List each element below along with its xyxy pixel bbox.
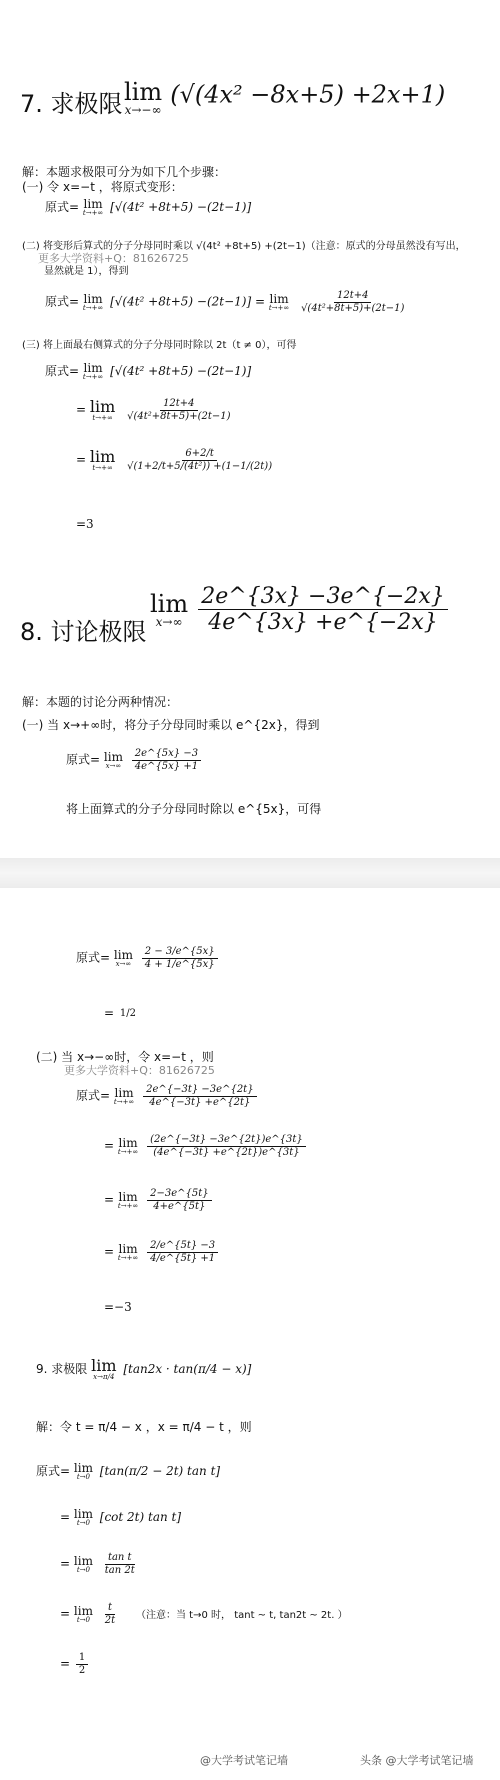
p7-step-2: (二) 将变形后算式的分子分母同时乘以 √(4t² +8t+5) +(2t−1)（注意：原式的分母虽然没有写出， — [22, 241, 466, 252]
p8-case-2: (二) 当 x→−∞时，令 x=−t ，则 — [36, 1050, 214, 1064]
document-page-2 — [0, 888, 500, 1780]
p8-c2-equation-4: = lim t→+∞ $\frac{2/e\^{}\{5t\} -3}{4/e\^{}\{5t\} +1}$ — [104, 1240, 220, 1264]
footer-watermark-right: 头条 @大学考试笔记墙 — [360, 1754, 474, 1767]
problem-8-title: 8. 讨论极限 — [20, 618, 147, 646]
watermark: 更多大学资料+Q：81626725 — [38, 252, 189, 265]
p9-solution: 解：令 t = π/4 − x ，x = π/4 − t ，则 — [36, 1420, 252, 1434]
p8-case-1: (一) 当 x→+∞时，将分子分母同时乘以 e^{2x}，得到 — [22, 718, 320, 732]
p7-step-3: (三) 将上面最右侧算式的分子分母同时除以 2t（t ≠ 0），可得 — [22, 340, 297, 351]
p8-solution-intro: 解：本题的讨论分两种情况： — [22, 695, 179, 709]
problem-7-limit: lim x→−∞ (√(4x² −8x+5) +2x+1) — [124, 78, 446, 117]
p7-step-2-cont: 显然就是 1），得到 — [44, 266, 129, 277]
p7-equation-3a: 原式= lim t→+∞ [√(4t² +8t+5) −(2t−1)] — [45, 361, 252, 381]
p9-equation-4: = lim t→0 $\frac{t}{2t}$ （注意：当 t→0 时， tant ~ t, tan2t ~ 2t. ） — [60, 1602, 348, 1626]
problem-9-title: 9. 求极限 lim x→π/4 [tan2x · tan(π/4 − x)] — [36, 1356, 252, 1381]
p9-equation-3: = lim t→0 $\frac{\text{tan t}}{\tan 2t}$ — [60, 1552, 135, 1576]
p9-result: = $\frac{1}{2}$ — [60, 1652, 90, 1676]
p7-equation-1: 原式= lim t→+∞ [√(4t² +8t+5) −(2t−1)] — [45, 197, 252, 217]
p8-equation-1: 原式= lim x→∞ $\frac{2e\^{}\{5x\} -3}{4e\^{}\{5x\} +1}$ — [66, 748, 203, 772]
page-separator — [0, 858, 500, 888]
problem-8-limit: lim x→∞ $\frac{2e\^{}\{3x\} -3e\^{}\{-2x\}}{4e\^{}\{3x\} +e\^{}\{-2x\}}$ — [150, 584, 450, 636]
p8-equation-2: 原式= lim x→∞ $\frac{2 - 3/e\^{}\{5x\}}{4 + 1/e\^{}\{5x\}}$ — [76, 946, 220, 970]
document-page-1 — [0, 0, 500, 858]
problem-7-title: 7. 求极限 — [20, 90, 123, 118]
p8-c2-equation-3: = lim t→+∞ $\frac{2-3e\^{}\{5t\}}{4+e\^{}\{5t\}}$ — [104, 1188, 214, 1212]
p8-step: 将上面算式的分子分母同时除以 e^{5x}，可得 — [66, 802, 322, 816]
p7-result: =3 — [76, 517, 94, 531]
p9-equation-1: 原式= lim t→0 [tan(π/2 − 2t) tan t] — [36, 1461, 221, 1481]
watermark-2: 更多大学资料+Q：81626725 — [64, 1064, 215, 1077]
p8-c2-equation-1: 原式= lim t→+∞ $\frac{2e\^{}\{-3t\} -3e\^{}\{2t\}}{4e\^{}\{-3t\} +e\^{}\{2t\}}$ — [76, 1084, 259, 1108]
p7-equation-3c: = lim t→+∞ $\frac{6+2/t}{\text{√(1+2/t+5/(4t²)) +(1−1/(2t))}}$ — [76, 446, 273, 472]
p7-step-1: (一) 令 x=−t ，将原式变形： — [22, 180, 183, 194]
p7-equation-2: 原式= lim t→+∞ [√(4t² +8t+5) −(2t−1)] = lim t→+∞ $\frac{12t+4}{\text{√(4t²+8t+5)+(2t−1)}}$ — [45, 290, 405, 314]
p8-c2-result: =−3 — [104, 1300, 132, 1314]
p9-equation-2: = lim t→0 [cot 2t) tan t] — [60, 1507, 182, 1527]
footer-watermark-left: @大学考试笔记墙 — [200, 1754, 288, 1767]
p7-solution-intro: 解：本题求极限可分为如下几个步骤： — [22, 165, 227, 179]
p8-half-result: = 1/2 — [104, 1006, 136, 1020]
p7-equation-3b: = lim t→+∞ $\frac{12t+4}{\text{√(4t²+8t+5)+(2t−1)}}$ — [76, 396, 231, 422]
p8-c2-equation-2: = lim t→+∞ $\frac{(2e\^{}\{-3t\} -3e\^{}\{2t\})e\^{}\{3t\}}{(4e\^{}\{-3t\} +e\^{}\{2t\})e\^{}\{3t\}}$ — [104, 1134, 308, 1158]
